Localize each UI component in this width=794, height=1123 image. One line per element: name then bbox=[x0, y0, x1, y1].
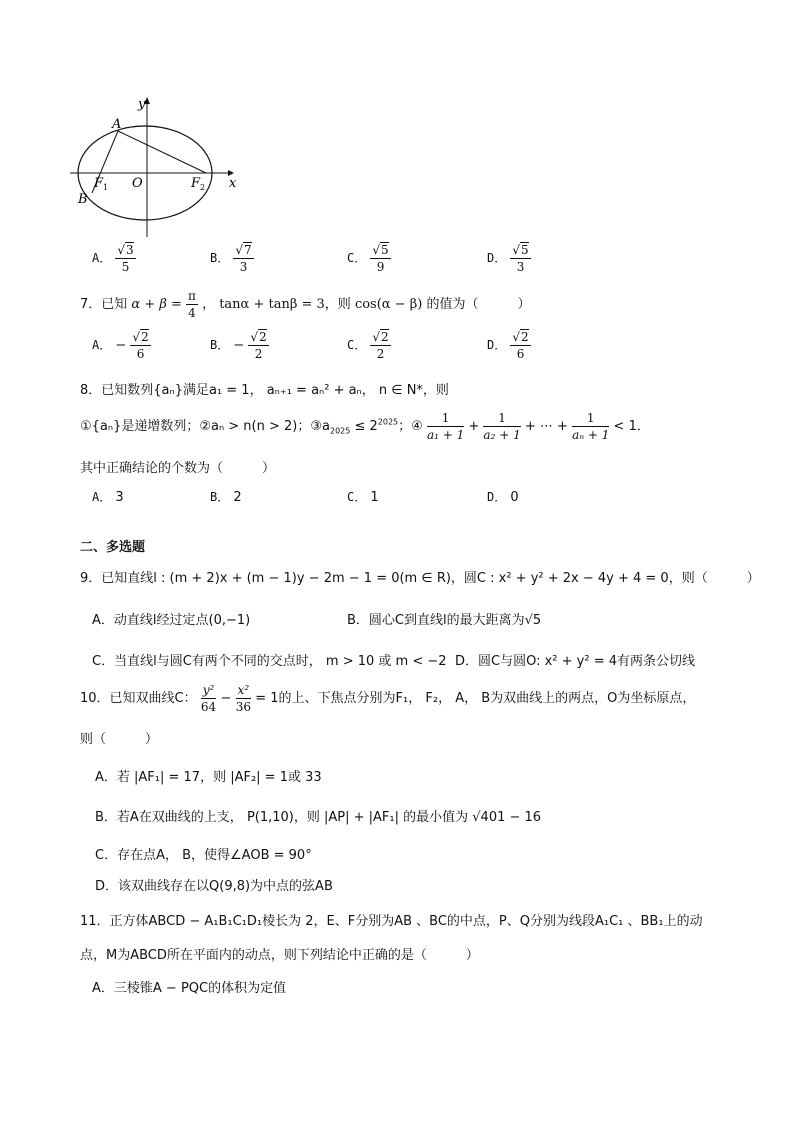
ellipse-diagram bbox=[68, 92, 248, 242]
denominator: 3 bbox=[239, 260, 248, 274]
numerator: x² bbox=[237, 683, 250, 697]
option-letter: D． bbox=[487, 490, 507, 504]
denominator: 2 bbox=[376, 347, 385, 361]
label-x: x bbox=[229, 176, 237, 191]
fraction: $\frac{√2}{6}$ bbox=[512, 330, 529, 361]
fraction: $\frac{√3}{5}$ bbox=[117, 243, 134, 274]
denominator: 64 bbox=[200, 700, 217, 714]
denominator: 6 bbox=[516, 347, 525, 361]
x2-over-36 bbox=[236, 684, 252, 713]
radicand: 2 bbox=[259, 330, 267, 344]
q10-stem bbox=[80, 684, 695, 713]
fraction-n bbox=[572, 412, 609, 441]
q8-option-d bbox=[487, 488, 519, 505]
denominator: 9 bbox=[376, 260, 385, 274]
q7-stem bbox=[80, 290, 530, 319]
label-O: O bbox=[132, 176, 143, 191]
denominator: a₂ + 1 bbox=[483, 428, 521, 442]
q6-option-c bbox=[347, 244, 391, 273]
section-title: 二、多选题 bbox=[80, 540, 146, 555]
option-letter: B． bbox=[210, 251, 230, 265]
fraction: $\frac{√2}{6}$ bbox=[132, 330, 149, 361]
fraction-2 bbox=[483, 412, 520, 441]
q7-prefix: 7．已知 bbox=[80, 297, 128, 312]
denominator: 3 bbox=[516, 260, 525, 274]
minus-sign: − bbox=[220, 691, 232, 706]
q10-option-d: D．该双曲线存在以Q(9,8)为中点的弦AB bbox=[95, 879, 333, 894]
option-letter: C． bbox=[347, 251, 367, 265]
q8-subscript: 2025 bbox=[329, 426, 351, 436]
radicand: 2 bbox=[521, 330, 529, 344]
y2-over-64 bbox=[201, 684, 217, 713]
radicand: 2 bbox=[381, 330, 389, 344]
radicand: 3 bbox=[126, 243, 134, 257]
numerator: y² bbox=[202, 683, 215, 697]
q9-option-a: A．动直线l经过定点(0,−1) bbox=[92, 613, 251, 628]
q7-option-c bbox=[347, 331, 391, 360]
option-letter: B． bbox=[210, 338, 230, 352]
q8-superscript: 2025 bbox=[377, 417, 399, 427]
denominator: 4 bbox=[188, 306, 196, 320]
q8-statement-text-b: ≤ 2 bbox=[350, 419, 378, 434]
less-than-one: < 1． bbox=[613, 419, 650, 434]
q6-option-a bbox=[92, 244, 136, 273]
option-letter: A． bbox=[92, 338, 112, 352]
numerator: π bbox=[188, 289, 196, 303]
q9-option-d: D．圆C与圆O: x² + y² = 4有两条公切线 bbox=[455, 654, 695, 669]
ellipsis-sum: + ⋯ + bbox=[524, 419, 568, 434]
option-value: 0 bbox=[510, 490, 519, 505]
q7-cond1: α + β = bbox=[131, 297, 182, 312]
label-F1: $F_1$ bbox=[94, 176, 109, 192]
q7-cond2: ， tanα + tanβ = 3，则 bbox=[202, 297, 351, 312]
radicand: 7 bbox=[244, 243, 252, 257]
q8-statements bbox=[80, 412, 650, 441]
q8-stem: 8．已知数列{aₙ}满足a₁ = 1， aₙ₊₁ = aₙ² + aₙ， n ∈ N*，则 bbox=[80, 383, 449, 398]
q10-option-c: C．存在点A， B，使得∠AOB = 90° bbox=[95, 848, 312, 863]
option-letter: A． bbox=[92, 490, 112, 504]
radicand: 5 bbox=[381, 243, 389, 257]
q7-option-d bbox=[487, 331, 531, 360]
option-letter: C． bbox=[347, 490, 367, 504]
label-B: B bbox=[78, 192, 88, 207]
q10-option-b: B．若A在双曲线的上支， P(1,10)，则 |AP| + |AF₁| 的最小值为 √401 − 16 bbox=[95, 810, 542, 825]
option-letter: D． bbox=[487, 251, 507, 265]
q8-question: 其中正确结论的个数为（ ） bbox=[80, 461, 276, 476]
option-letter: C． bbox=[347, 338, 367, 352]
sign: − bbox=[115, 338, 127, 353]
fraction: $\frac{√7}{3}$ bbox=[235, 243, 252, 274]
numerator: 1 bbox=[483, 412, 520, 427]
denominator: 2 bbox=[254, 347, 263, 361]
q8-option-b bbox=[210, 488, 242, 505]
radicand: 2 bbox=[141, 330, 149, 344]
denominator: 36 bbox=[235, 700, 251, 714]
option-value: 3 bbox=[115, 490, 124, 505]
fraction: $\frac{√5}{3}$ bbox=[512, 243, 529, 274]
segment-AF2 bbox=[118, 131, 206, 173]
q10-prefix: 10．已知双曲线C： bbox=[80, 691, 197, 706]
q8-statement-text: ①{aₙ}是递增数列；②aₙ > n(n > 2)；③a bbox=[80, 419, 330, 434]
numerator: 1 bbox=[427, 412, 464, 427]
denominator: 6 bbox=[136, 347, 145, 361]
fraction-1 bbox=[427, 412, 464, 441]
numerator: 1 bbox=[572, 412, 609, 427]
q11-line2: 点，M为ABCD所在平面内的动点，则下列结论中正确的是（ ） bbox=[80, 948, 479, 963]
q10-option-a: A．若 |AF₁| = 17，则 |AF₂| = 1或 33 bbox=[95, 770, 322, 785]
option-value: 2 bbox=[233, 490, 242, 505]
q11-option-a: A．三棱锥A − PQC的体积为定值 bbox=[92, 981, 287, 996]
option-value: 1 bbox=[370, 490, 379, 505]
fraction: $\frac{√2}{2}$ bbox=[250, 330, 267, 361]
denominator: a₁ + 1 bbox=[426, 428, 465, 442]
q8-statement-text-c: ；④ bbox=[398, 419, 423, 434]
denominator: aₙ + 1 bbox=[572, 428, 610, 442]
denominator: 5 bbox=[121, 260, 130, 274]
q10-rest: = 1的上、下焦点分别为F₁， F₂， A， B为双曲线上的两点，O为坐标原点， bbox=[255, 691, 696, 706]
fraction: $\frac{√2}{2}$ bbox=[372, 330, 389, 361]
q9-stem: 9．已知直线l : (m + 2)x + (m − 1)y − 2m − 1 = 0(m ∈ R)，圆C : x² + y² + 2x − 4y + 4 = 0，则（ ） bbox=[80, 571, 760, 586]
option-letter: A． bbox=[92, 251, 112, 265]
q10-then: 则（ ） bbox=[80, 732, 159, 747]
q11-line1: 11．正方体ABCD − A₁B₁C₁D₁棱长为 2，E、F分别为AB 、BC的中点，P、Q分别为线段A₁C₁ 、BB₁上的动 bbox=[80, 914, 703, 929]
option-letter: D． bbox=[487, 338, 507, 352]
q8-option-a bbox=[92, 488, 124, 505]
q7-option-b bbox=[210, 331, 269, 360]
pi-over-four bbox=[186, 290, 198, 319]
q9-option-c: C．当直线l与圆C有两个不同的交点时， m > 10 或 m < −2 bbox=[92, 654, 447, 669]
label-F2: $F_2$ bbox=[191, 176, 206, 192]
fraction: $\frac{√5}{9}$ bbox=[372, 243, 389, 274]
ellipse-figure bbox=[68, 92, 248, 242]
q7-expr: cos(α − β) bbox=[354, 297, 423, 312]
q6-option-b bbox=[210, 244, 254, 273]
label-A: A bbox=[112, 117, 122, 132]
q8-option-c bbox=[347, 488, 379, 505]
q7-tail: 的值为（ ） bbox=[426, 297, 531, 312]
q9-option-b: B．圆心C到直线l的最大距离为√5 bbox=[347, 613, 542, 628]
q6-option-d bbox=[487, 244, 531, 273]
radicand: 5 bbox=[521, 243, 529, 257]
option-letter: B． bbox=[210, 490, 230, 504]
q7-option-a bbox=[92, 331, 151, 360]
sign: − bbox=[233, 338, 245, 353]
plus-sign: + bbox=[468, 419, 480, 434]
label-y: y bbox=[138, 97, 146, 112]
